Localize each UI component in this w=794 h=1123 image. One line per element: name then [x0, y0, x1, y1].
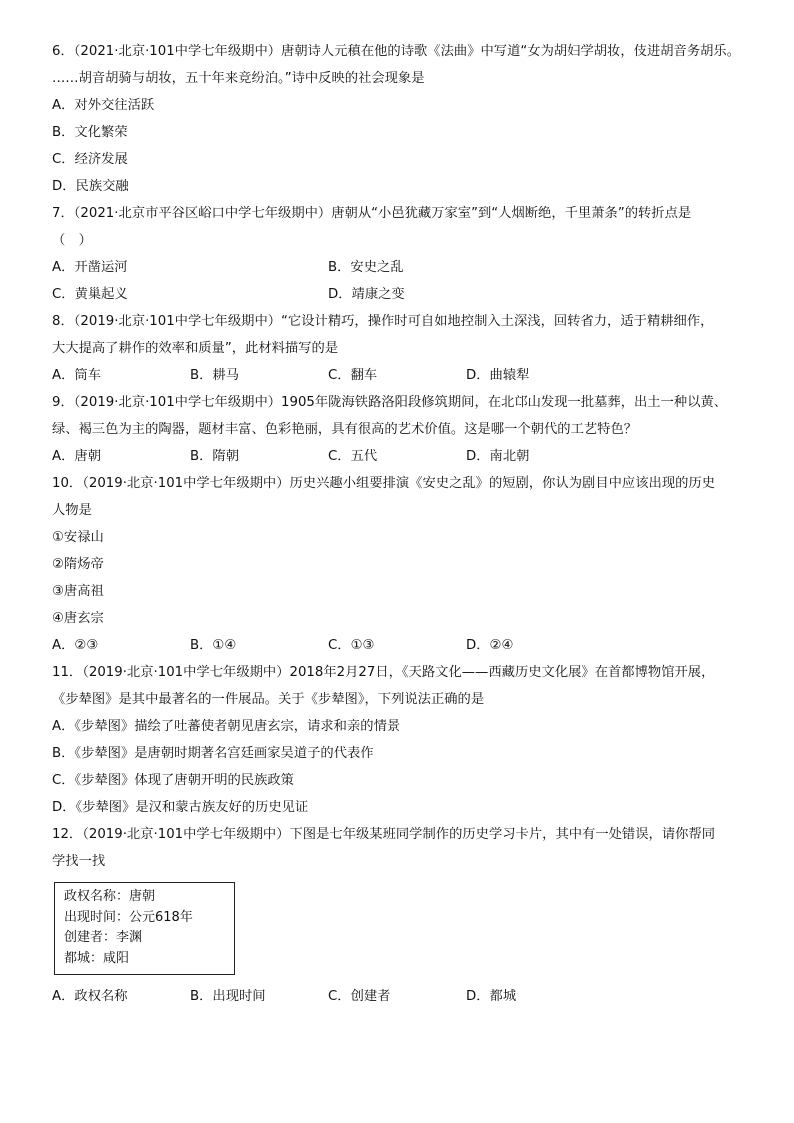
option-d: D．曲辕犁: [466, 368, 530, 383]
options-row: [52, 281, 752, 308]
question-stem: 7．（2021·北京市平谷区峪口中学七年级期中）唐朝从“小邑犹藏万家室”到“人烟断绝，千里萧条”的转折点是: [52, 206, 692, 221]
option-b: B．耕马: [190, 368, 240, 383]
option-a: A．政权名称: [52, 989, 128, 1004]
card-line-time: 出现时间：公元618年: [64, 909, 193, 925]
question-stem: 《步辇图》是其中最著名的一件展品。关于《步辇图》，下列说法正确的是: [52, 692, 485, 707]
option-d: D．②④: [466, 638, 514, 653]
question-11: [52, 659, 752, 821]
card-line-regime: 政权名称：唐朝: [64, 889, 156, 904]
option-b: B．出现时间: [190, 989, 266, 1004]
option-c: C．创建者: [328, 989, 391, 1004]
options-row: [52, 254, 752, 281]
candidate-item: ②隋炀帝: [52, 557, 104, 572]
option-d: D．《步辇图》是汉和蒙古族友好的历史见证: [52, 800, 309, 815]
option-a: A．开凿运河: [52, 260, 128, 275]
option-a: A．对外交往活跃: [52, 98, 155, 113]
history-study-card: [54, 882, 235, 975]
option-d: D．民族交融: [52, 179, 129, 194]
question-stem: 人物是: [52, 503, 92, 518]
option-a: A．《步辇图》描绘了吐蕃使者朝见唐玄宗，请求和亲的情景: [52, 719, 401, 734]
option-c: C．五代: [328, 449, 378, 464]
option-b: B．文化繁荣: [52, 125, 128, 140]
candidate-item: ①安禄山: [52, 530, 104, 545]
option-b: B．安史之乱: [328, 260, 404, 275]
option-d: D．靖康之变: [328, 287, 405, 302]
question-stem: 12．（2019·北京·101中学七年级期中）下图是七年级某班同学制作的历史学习卡片，其中有一处错误，请你帮同: [52, 827, 716, 842]
answer-blank: （ ）: [52, 233, 92, 248]
option-c: C．经济发展: [52, 152, 128, 167]
option-d: D．都城: [466, 989, 517, 1004]
option-a: A．筒车: [52, 368, 101, 383]
option-c: C．《步辇图》体现了唐朝开明的民族政策: [52, 773, 294, 788]
question-stem: 11．（2019·北京·101中学七年级期中）2018年2月27日，《天路文化——西藏历史文化展》在首都博物馆开展，: [52, 665, 715, 680]
option-b: B．隋朝: [190, 449, 240, 464]
question-stem: 大大提高了耕作的效率和质量”，此材料描写的是: [52, 341, 339, 356]
options-row: [52, 443, 752, 470]
question-9: [52, 389, 752, 470]
question-10: [52, 470, 752, 659]
option-b: B．①④: [190, 638, 237, 653]
option-b: B．《步辇图》是唐朝时期著名宫廷画家吴道子的代表作: [52, 746, 374, 761]
option-d: D．南北朝: [466, 449, 530, 464]
question-8: [52, 308, 752, 389]
question-6: [52, 38, 752, 200]
option-a: A．②③: [52, 638, 99, 653]
option-c: C．翻车: [328, 368, 378, 383]
question-stem: 8．（2019·北京·101中学七年级期中）“它设计精巧，操作时可自如地控制入土深浅，回转省力，适于精耕细作，: [52, 314, 714, 329]
exam-page: [52, 38, 752, 1010]
question-stem: ……胡音胡骑与胡妆，五十年来竞纷泊。”诗中反映的社会现象是: [52, 71, 425, 86]
card-line-capital: 都城：咸阳: [64, 950, 130, 966]
candidate-item: ④唐玄宗: [52, 611, 104, 626]
question-stem: 10．（2019·北京·101中学七年级期中）历史兴趣小组要排演《安史之乱》的短剧，你认为剧目中应该出现的历史: [52, 476, 716, 491]
candidate-item: ③唐高祖: [52, 584, 104, 599]
question-12: [52, 821, 752, 1010]
question-stem: 9．（2019·北京·101中学七年级期中）1905年陇海铁路洛阳段修筑期间，在北邙山发现一批墓葬，出土一种以黄、: [52, 395, 728, 410]
question-stem: 6．（2021·北京·101中学七年级期中）唐朝诗人元稹在他的诗歌《法曲》中写道“女为胡妇学胡妆，伎进胡音务胡乐。: [52, 44, 741, 59]
option-c: C．①③: [328, 638, 375, 653]
options-row: [52, 632, 752, 659]
question-7: [52, 200, 752, 308]
question-stem: 绿、褐三色为主的陶器，题材丰富、色彩艳丽，具有很高的艺术价值。这是哪一个朝代的工艺特色？: [52, 422, 638, 437]
card-line-founder: 创建者：李渊: [64, 930, 143, 945]
options-row: [52, 983, 752, 1010]
option-a: A．唐朝: [52, 449, 101, 464]
option-c: C．黄巢起义: [52, 287, 128, 302]
options-row: [52, 362, 752, 389]
question-stem: 学找一找: [52, 854, 106, 869]
